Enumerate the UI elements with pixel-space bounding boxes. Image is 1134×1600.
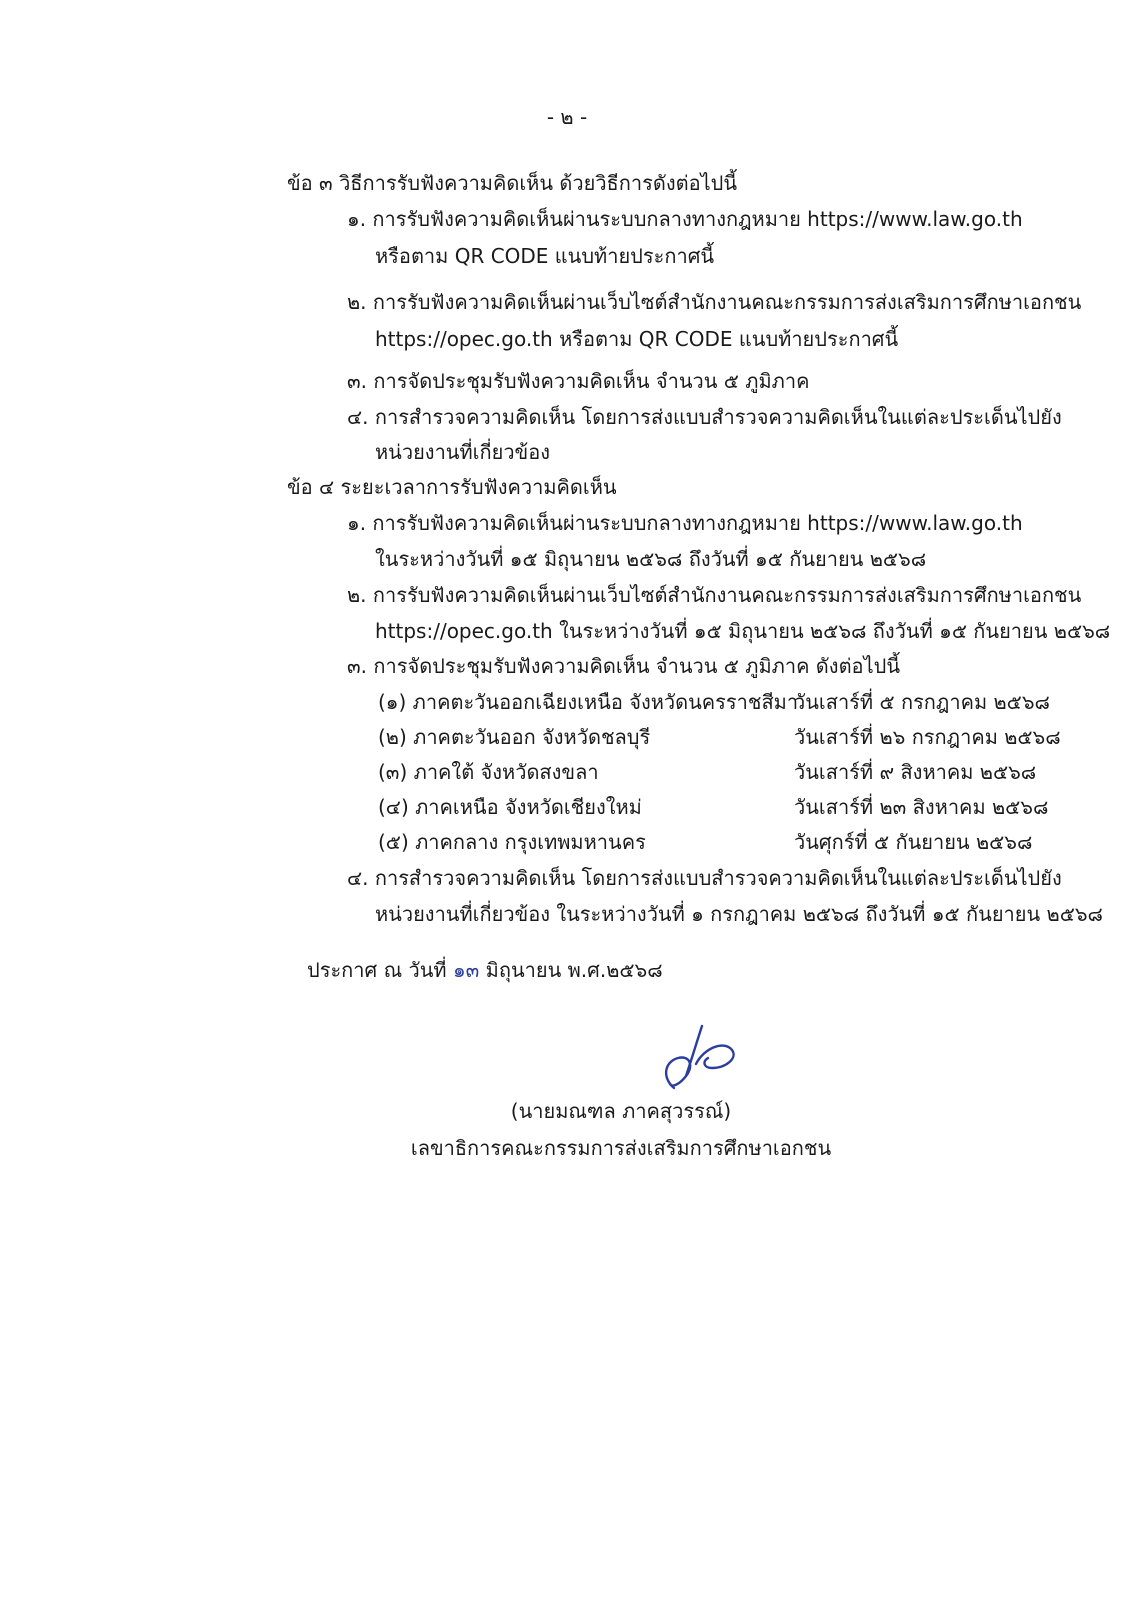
meeting-region-2: (๒) ภาคตะวันออก จังหวัดชลบุรี — [378, 725, 651, 749]
handwritten-signature — [656, 1018, 752, 1098]
section-4-item-4-line-2: หน่วยงานที่เกี่ยวข้อง ในระหว่างวันที่ ๑ กรกฎาคม ๒๕๖๘ ถึงวันที่ ๑๕ กันยายน ๒๕๖๘ — [375, 902, 1103, 926]
section-3-item-4-line-1: ๔. การสำรวจความคิดเห็น โดยการส่งแบบสำรวจความคิดเห็นในแต่ละประเด็นไปยัง — [347, 405, 1062, 429]
section-4-item-2-line-1: ๒. การรับฟังความคิดเห็นผ่านเว็บไซต์สำนักงานคณะกรรมการส่งเสริมการศึกษาเอกชน — [347, 583, 1082, 607]
section-4-item-1-line-2: ในระหว่างวันที่ ๑๕ มิถุนายน ๒๕๖๘ ถึงวันที่ ๑๕ กันยายน ๒๕๖๘ — [375, 547, 927, 571]
meeting-date-2: วันเสาร์ที่ ๒๖ กรกฎาคม ๒๕๖๘ — [794, 725, 1061, 749]
announcement-prefix: ประกาศ ณ วันที่ — [307, 958, 447, 982]
section-4-heading: ข้อ ๔ ระยะเวลาการรับฟังความคิดเห็น — [287, 475, 617, 499]
announcement-day-handwritten: ๑๓ — [452, 958, 480, 982]
section-3-item-3-line-1: ๓. การจัดประชุมรับฟังความคิดเห็น จำนวน ๕ ภูมิภาค — [347, 369, 810, 393]
meeting-region-5: (๕) ภาคกลาง กรุงเทพมหานคร — [378, 830, 646, 854]
meeting-region-1: (๑) ภาคตะวันออกเฉียงเหนือ จังหวัดนครราชสีมา — [378, 690, 799, 714]
section-4-item-4-line-1: ๔. การสำรวจความคิดเห็น โดยการส่งแบบสำรวจความคิดเห็นในแต่ละประเด็นไปยัง — [347, 866, 1062, 890]
section-3-item-1-line-1: ๑. การรับฟังความคิดเห็นผ่านระบบกลางทางกฎหมาย https://www.law.go.th — [347, 207, 1023, 231]
section-3-item-4-line-2: หน่วยงานที่เกี่ยวข้อง — [375, 440, 550, 464]
meeting-region-4: (๔) ภาคเหนือ จังหวัดเชียงใหม่ — [378, 795, 642, 819]
meeting-date-5: วันศุกร์ที่ ๕ กันยายน ๒๕๖๘ — [794, 830, 1033, 854]
announcement-suffix: มิถุนายน พ.ศ.๒๕๖๘ — [485, 958, 663, 982]
meeting-date-4: วันเสาร์ที่ ๒๓ สิงหาคม ๒๕๖๘ — [794, 795, 1049, 819]
section-4-item-1-line-1: ๑. การรับฟังความคิดเห็นผ่านระบบกลางทางกฎหมาย https://www.law.go.th — [347, 511, 1023, 535]
section-4-item-3-line-1: ๓. การจัดประชุมรับฟังความคิดเห็น จำนวน ๕ ภูมิภาค ดังต่อไปนี้ — [347, 654, 900, 678]
signatory-name: (นายมณฑล ภาคสุวรรณ์) — [510, 1099, 732, 1123]
meeting-date-1: วันเสาร์ที่ ๕ กรกฎาคม ๒๕๖๘ — [794, 690, 1050, 714]
page-number: - ๒ - — [546, 105, 588, 129]
signatory-title: เลขาธิการคณะกรรมการส่งเสริมการศึกษาเอกชน — [410, 1136, 832, 1160]
section-3-item-2-line-1: ๒. การรับฟังความคิดเห็นผ่านเว็บไซต์สำนักงานคณะกรรมการส่งเสริมการศึกษาเอกชน — [347, 290, 1082, 314]
meeting-date-3: วันเสาร์ที่ ๙ สิงหาคม ๒๕๖๘ — [794, 760, 1037, 784]
section-4-item-2-line-2: https://opec.go.th ในระหว่างวันที่ ๑๕ มิถุนายน ๒๕๖๘ ถึงวันที่ ๑๕ กันยายน ๒๕๖๘ — [375, 619, 1111, 643]
announcement-date-line — [307, 955, 663, 985]
meeting-region-3: (๓) ภาคใต้ จังหวัดสงขลา — [378, 760, 599, 784]
section-3-heading: ข้อ ๓ วิธีการรับฟังความคิดเห็น ด้วยวิธีการดังต่อไปนี้ — [287, 171, 738, 195]
section-3-item-1-line-2: หรือตาม QR CODE แนบท้ายประกาศนี้ — [375, 244, 715, 268]
section-3-item-2-line-2: https://opec.go.th หรือตาม QR CODE แนบท้ายประกาศนี้ — [375, 327, 899, 351]
